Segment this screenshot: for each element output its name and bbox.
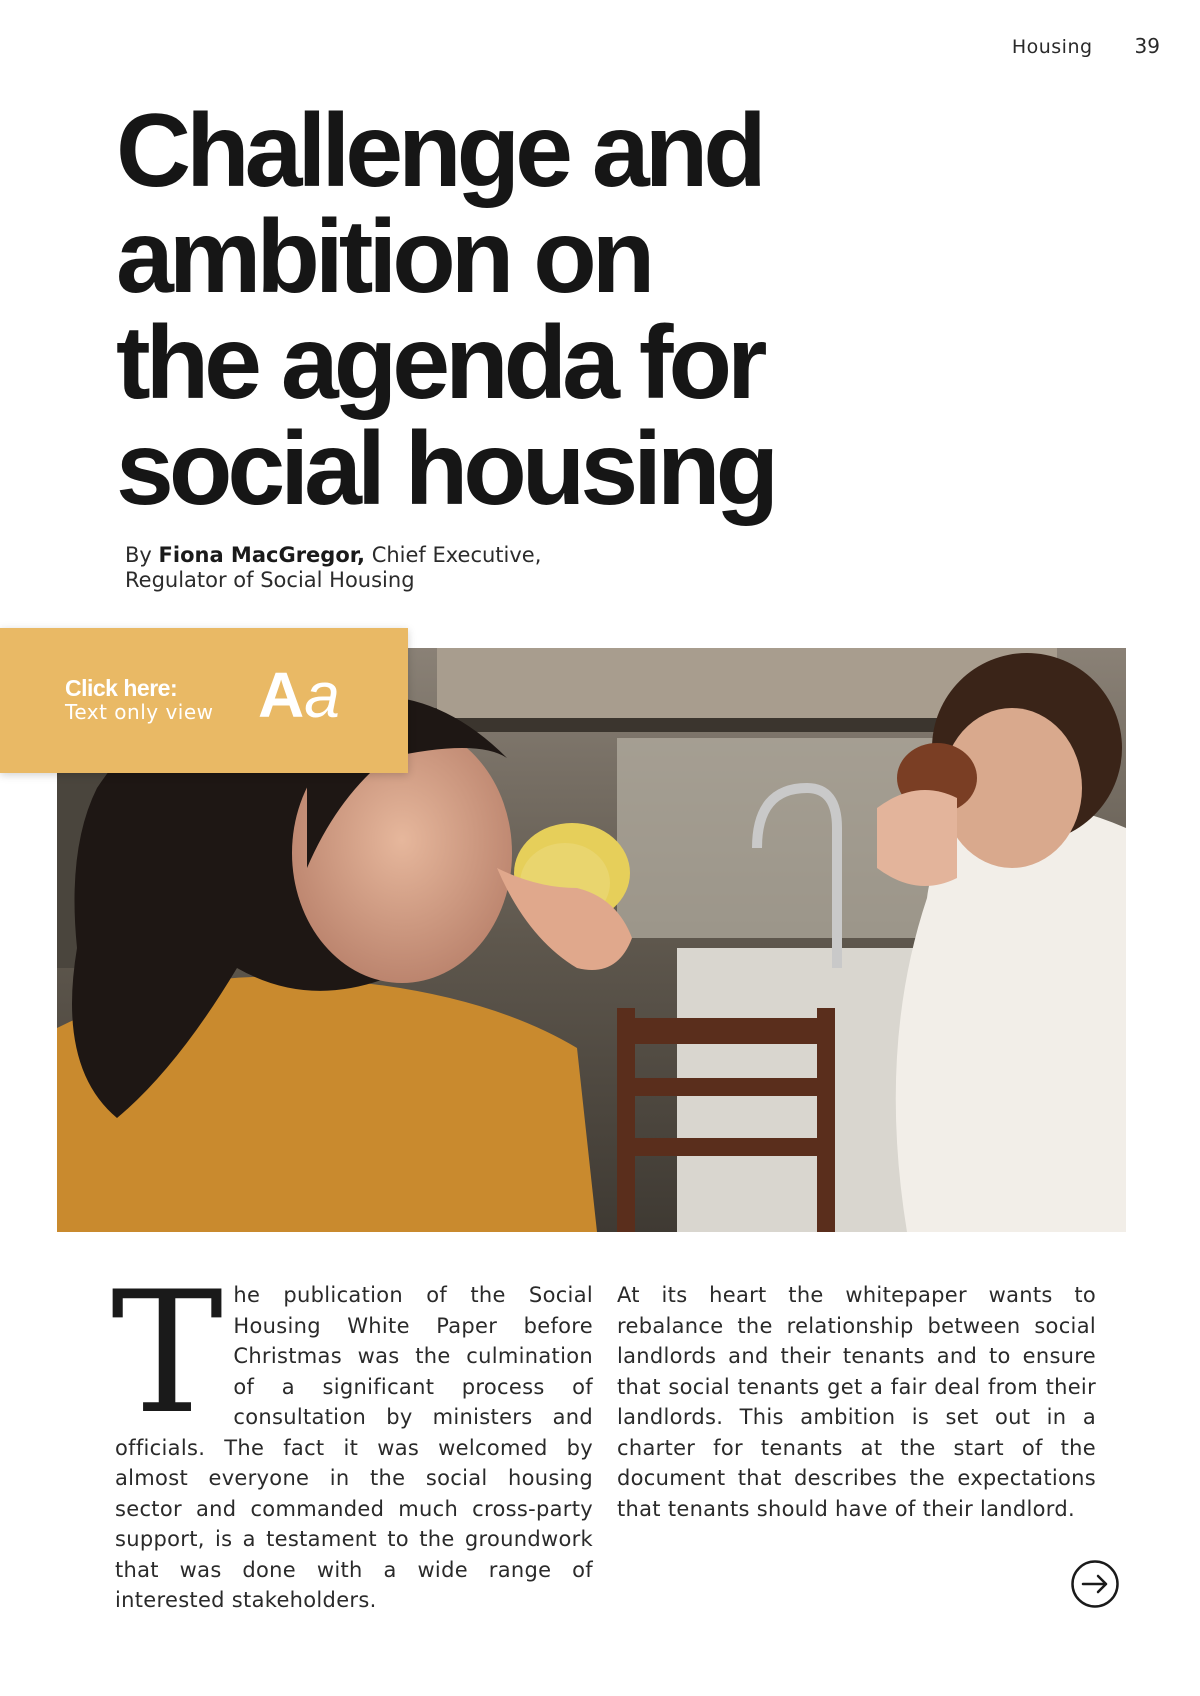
paragraph-1: he publication of the Social Housing White Paper before Christmas was the culmination of a significant process of consultation by ministers and officials. The fact it was welcomed by almost everyone in the social housing sector and commanded much cross-party support, is a testament to the groundwork that was done with a wide range of interested stakeholders. (115, 1283, 593, 1612)
byline-author: Fiona MacGregor, (158, 543, 365, 567)
dropcap: T (111, 1255, 224, 1451)
byline-organization: Regulator of Social Housing (125, 568, 415, 592)
next-page-button[interactable] (1070, 1559, 1120, 1609)
tab-click-label: Click here: (65, 675, 178, 701)
headline-line: the agenda for (116, 305, 763, 421)
arrow-right-circle-icon (1070, 1559, 1120, 1609)
page-header (1012, 34, 1160, 58)
section-label: Housing (1011, 36, 1093, 58)
headline-line: ambition on (116, 199, 651, 315)
body-column-left (111, 1255, 593, 1616)
article-headline (116, 93, 876, 527)
text-size-icon (258, 658, 340, 732)
headline-line: social housing (116, 411, 775, 527)
body-column-right (617, 1280, 1096, 1524)
aa-lower: a (304, 659, 340, 731)
paragraph-2: At its heart the whitepaper wants to rebalance the relationship between social landlords and their tenants and to ensure that social tenants get a fair deal from their landlords. This ambition is set out in a charter for tenants at the start of the document that describes the expectations that tenants should have of their landlord. (617, 1283, 1096, 1521)
byline-prefix: By (125, 543, 152, 567)
byline-role: Chief Executive, (371, 543, 542, 567)
byline (125, 543, 541, 593)
aa-upper: A (258, 659, 305, 731)
text-only-view-button[interactable] (0, 628, 408, 773)
page-number: 39 (1134, 34, 1160, 58)
tab-sub-label: Text only view (65, 700, 214, 724)
headline-line: Challenge and (116, 93, 762, 209)
